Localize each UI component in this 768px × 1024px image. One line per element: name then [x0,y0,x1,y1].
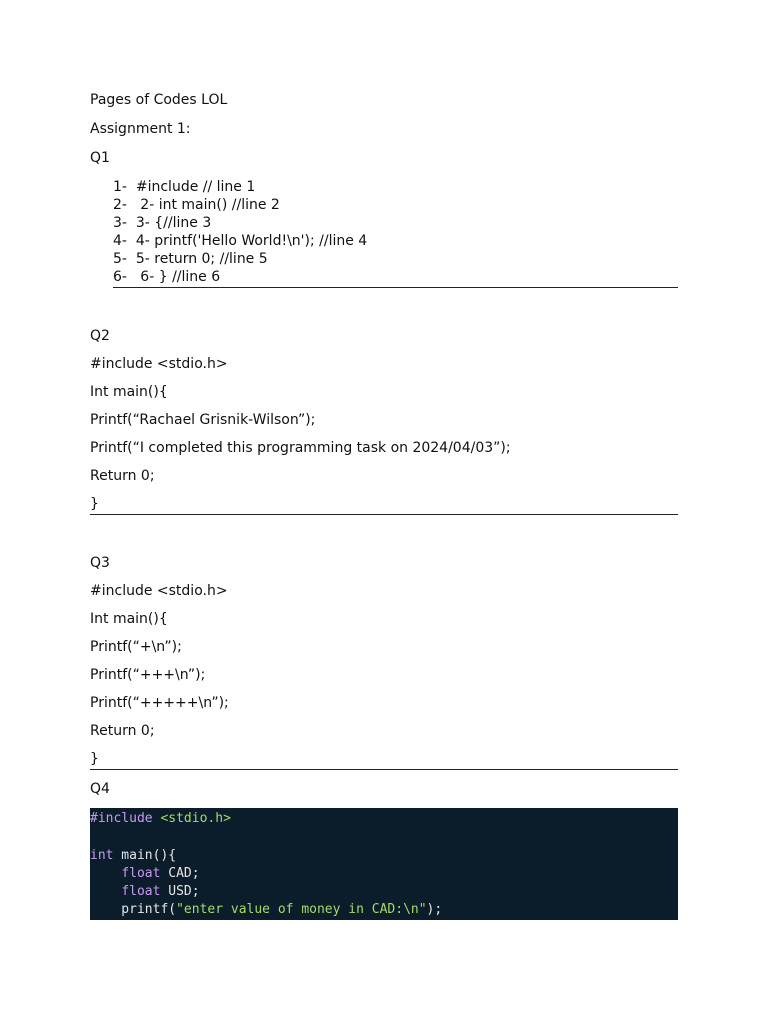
list-item: 2- 2- int main() //line 2 [113,197,280,213]
code-text: USD; [160,884,200,900]
code-line [90,901,678,919]
code-keyword: #include [90,811,153,826]
code-line: Printf(“I completed this programming task on 2024/04/03”); [90,440,511,456]
q1-heading: Q1 [90,150,110,166]
list-item: 3- 3- {//line 3 [113,215,212,231]
code-line: Int main(){ [90,384,168,400]
section-gap [90,288,678,327]
list-item: 6- 6- } //line 6 [113,269,221,285]
assignment-heading: Assignment 1: [90,121,191,137]
code-line: Int main(){ [90,611,168,627]
code-line: Printf(“+++++\n”); [90,695,229,711]
code-line: Return 0; [90,723,155,739]
code-line: Printf(“+\n”); [90,639,182,655]
code-text: CAD; [160,865,200,881]
q3-heading: Q3 [90,555,110,571]
q4-code-block [90,808,678,920]
code-indent [90,884,121,899]
code-line [90,810,678,828]
code-line: #include <stdio.h> [90,583,228,599]
list-item: 5- 5- return 0; //line 5 [113,251,268,267]
q2-heading: Q2 [90,328,110,344]
code-line: Return 0; [90,468,155,484]
code-line: Printf(“Rachael Grisnik-Wilson”); [90,412,316,428]
code-text: printf( [90,902,177,918]
document-title: Pages of Codes LOL [90,92,228,108]
code-line: #include <stdio.h> [90,356,228,372]
code-line [90,847,678,865]
document-page [90,91,678,920]
code-text: main(){ [113,847,177,863]
code-line: } [90,495,678,515]
code-line-blank [90,828,678,846]
section-gap [90,515,678,554]
code-include-target: <stdio.h> [152,811,231,826]
code-line [90,865,678,883]
code-string: "enter value of money in CAD:\n" [176,902,427,918]
code-indent [90,866,121,881]
code-line: Printf(“+++\n”); [90,667,206,683]
code-line [90,883,678,901]
q4-heading: Q4 [90,781,110,797]
code-keyword: float [121,884,161,900]
list-item: 1- #include // line 1 [113,179,256,195]
code-keyword: int [90,847,114,863]
q1-numbered-list [113,178,678,288]
list-item: 4- 4- printf('Hello World!\n'); //line 4 [113,233,368,249]
code-keyword: float [121,865,161,881]
code-line: } [90,750,678,770]
code-text: ); [426,902,443,918]
